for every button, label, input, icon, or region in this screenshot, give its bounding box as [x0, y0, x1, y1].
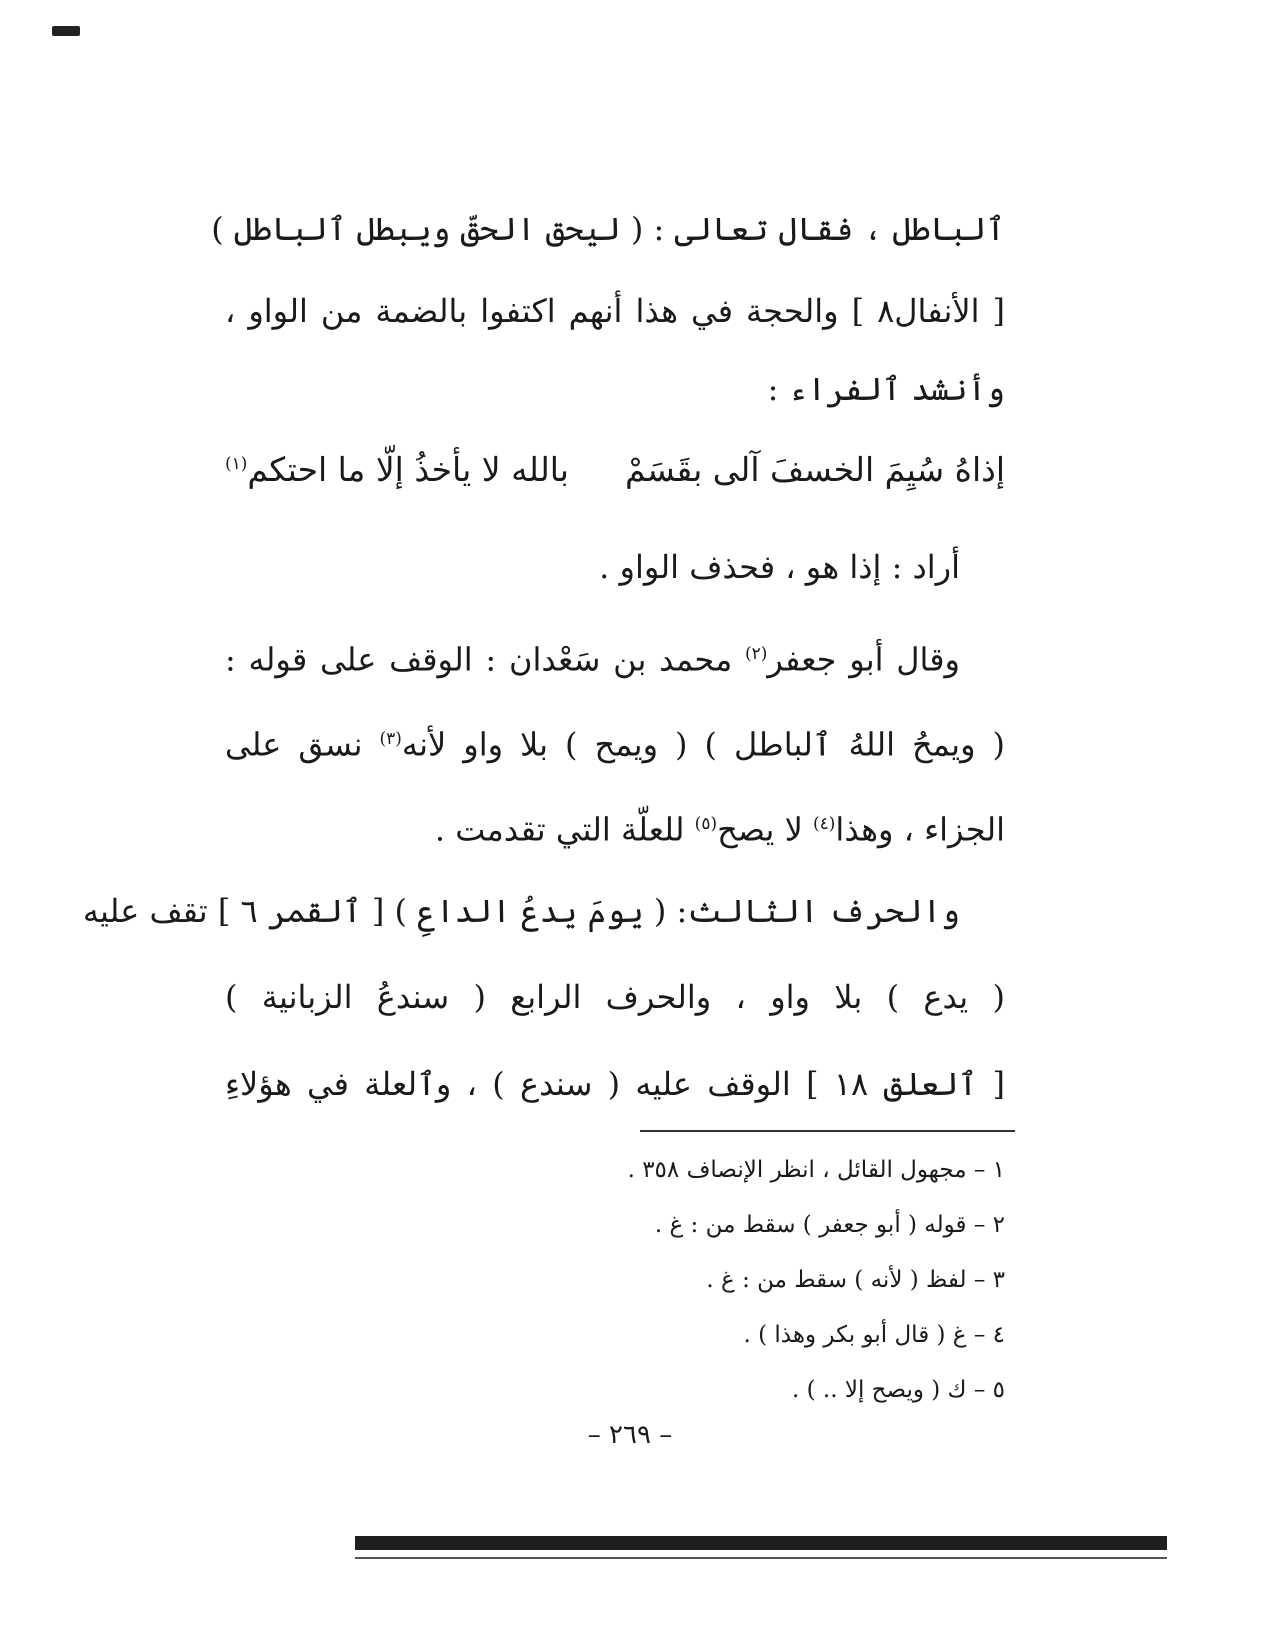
- poetry-verse: [225, 450, 1005, 510]
- text-line-5: أراد : إذا هو ، فحذف الواو .: [599, 548, 960, 586]
- verse-second-hemistich-text: بالله لا يأخذُ إلّا ما احتكم: [247, 450, 569, 489]
- footnotes: [628, 1150, 1005, 1425]
- footnote-ref-2: (٢): [744, 644, 768, 664]
- text-line-8-part-c: للعلّة التي تقدمت .: [434, 810, 695, 849]
- footnote-4: ٤ – غ ( قال أبو بكر وهذا ) .: [743, 1322, 1005, 1348]
- text-line-6-part-a: وقال أبو جعفر: [767, 640, 961, 679]
- footnote-ref-3: (٣): [379, 729, 402, 749]
- verse-first-hemistich: إذاهُ سُيِمَ الخسفَ آلى بقَسَمْ: [625, 450, 1005, 489]
- footnote-3: ٣ – لفظ ( لأنه ) سقط من : غ .: [706, 1267, 1005, 1293]
- text-line-8-part-b: لا يصح: [717, 810, 813, 849]
- text-line-7-part-a: ( ويمحُ اللهُ ٱلباطل ) ( ويمح ) بلا واو لأنه: [401, 725, 1005, 764]
- footnote-ref-4: (٤): [813, 814, 836, 834]
- text-line-6: [225, 630, 960, 684]
- text-line-1: ٱلباطل ، فقال تعالى : ( ليحق الحقّ ويبطل ٱلباطل ): [211, 210, 1005, 248]
- scan-artifact: [52, 26, 80, 36]
- text-line-7-part-b: نسق على: [225, 725, 380, 764]
- footnote-2: ٢ – قوله ( أبو جعفر ) سقط من : غ .: [654, 1212, 1005, 1238]
- scan-edge-line: [355, 1557, 1167, 1559]
- text-line-8: [435, 800, 1005, 854]
- footnote-separator: [640, 1130, 1015, 1132]
- verse-second-hemistich: [225, 450, 569, 489]
- footnote-ref-5: (٥): [694, 814, 718, 834]
- footnote-1: ١ – مجهول القائل ، انظر الإنصاف ٣٥٨ .: [627, 1157, 1005, 1183]
- text-line-8-part-a: الجزاء ، وهذا: [835, 810, 1005, 849]
- text-line-7: [225, 715, 1005, 769]
- text-line-10: ( يدع ) بلا واو ، والحرف الرابع ( سندعُ الزبانية ): [225, 978, 1005, 1016]
- text-line-6-part-b: محمد بن سَعْدان : الوقف على قوله :: [225, 640, 745, 679]
- text-line-3: وأنشد ٱلفراء :: [767, 370, 1005, 408]
- footnote-ref-1: (١): [225, 454, 248, 474]
- page-number: – ٢٦٩ –: [587, 1420, 673, 1450]
- scan-edge-bar: [355, 1536, 1167, 1550]
- text-line-2: [ الأنفال٨ ] والحجة في هذا أنهم اكتفوا بالضمة من الواو ،: [225, 292, 1006, 330]
- text-line-11: [ ٱلعلق ١٨ ] الوقف عليه ( سندع ) ، وٱلعلة في هؤلاءِ: [225, 1065, 1006, 1103]
- footnote-5: ٥ – ك ( ويصح إلا .. ) .: [792, 1377, 1005, 1403]
- text-line-9: والحرف الثالث: ( يومَ يدعُ الداعِ ) [ ٱلقمر ٦ ] تقف عليه: [82, 892, 960, 930]
